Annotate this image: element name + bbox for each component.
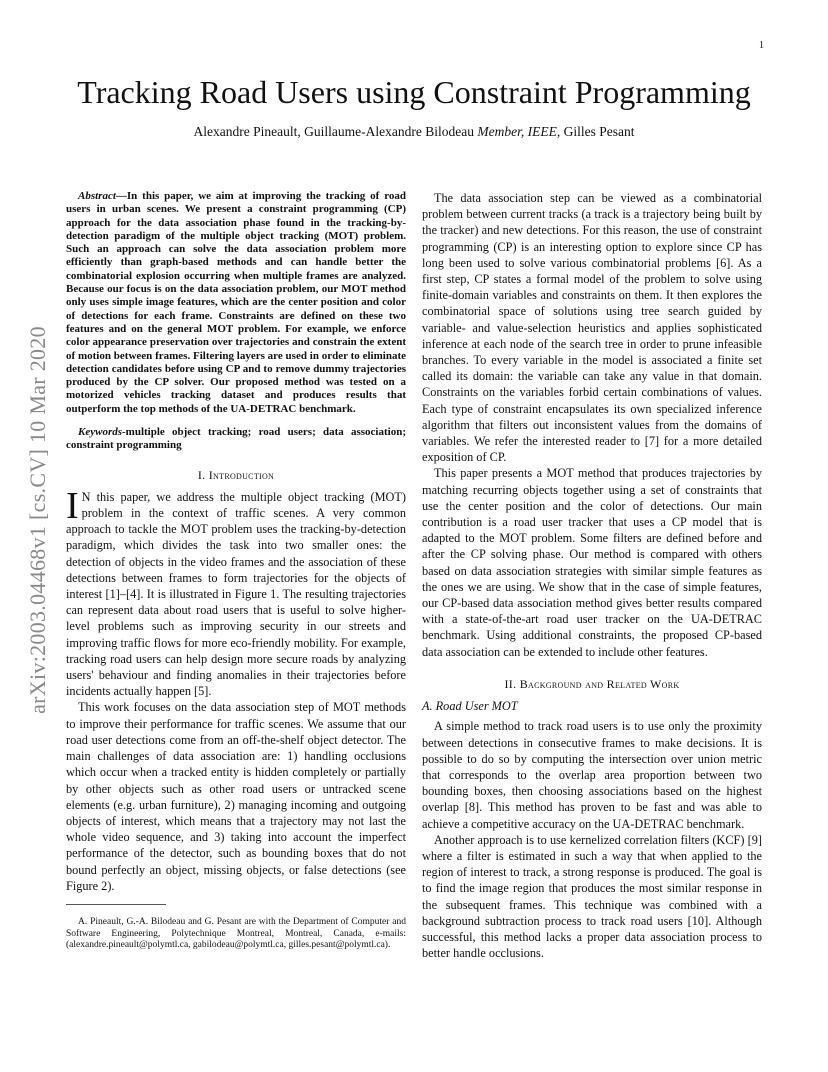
- author-membership: Member, IEEE: [477, 124, 557, 139]
- left-column: [66, 190, 406, 961]
- abstract: [66, 190, 406, 416]
- body-paragraph-4: Another approach is to use kernelized correlation filters (KCF) [9] where a filter is estimated in such a way that when applied to the region of interest to track, a strong response is produced. The goal is to find the image region that produces the most similar response in the subsequent frames. This technique was combined with a background subtraction process to track road users [10]. Although successful, this method lacks a proper data association process to better handle occlusions.: [422, 832, 762, 961]
- author-names-tail: , Gilles Pesant: [556, 124, 635, 139]
- keywords-body: -multiple object tracking; road users; data association; constraint programming: [66, 426, 406, 452]
- paper-title: Tracking Road Users using Constraint Programming: [77, 74, 751, 110]
- author-list: [0, 124, 828, 140]
- intro-paragraph-2: This work focuses on the data association step of MOT methods to improve their performance for traffic scenes. We assume that our road user detections come from an off-the-shelf object detector. The main challenges of data association are: 1) handling occlusions which occur when a tracked entity is hidden completely or partially by other objects such as other road users or untracked scene elements (e.g. urban furniture), 2) managing incoming and outgoing objects of interest, which means that a trajectory may not last the whole video sequence, and 3) taking into account the imperfect performance of the detector, such as bounding boxes that do not bound perfectly an object, missing objects, or false detections (see Figure 2).: [66, 700, 406, 893]
- abstract-body: —In this paper, we aim at improving the tracking of road users in urban scenes. We present a constraint programming (CP) approach for the data association phase found in the tracking-by-detection paradigm of the multiple object tracking (MOT) problem. Such an approach can solve the data association problem more efficiently than graph-based methods and can handle better the combinatorial explosion occurring when multiple frames are analyzed. Because our focus is on the data association problem, our MOT method only uses simple image features, which are the center position and color of detections for each frame. Constraints are defined on these two features and on the general MOT problem. For example, we enforce color appearance preservation over trajectories and constrain the extent of motion between frames. Filtering layers are used in order to eliminate detection candidates before using CP and to remove dummy trajectories produced by the CP solver. Our proposed method was tested on a motorized vehicles tracking dataset and produces results that outperform the top methods of the UA-DETRAC benchmark.: [66, 190, 406, 415]
- author-names: Alexandre Pineault, Guillaume-Alexandre Bilodeau: [193, 124, 478, 139]
- keywords-label: Keywords: [78, 426, 122, 439]
- abstract-label: Abstract: [78, 190, 116, 202]
- author-affiliation-footnote: A. Pineault, G.-A. Bilodeau and G. Pesant are with the Department of Computer and Software Engineering, Polytechnique Montreal, Montreal, Canada, e-mails: (alexandre.pineault@polymtl.ca, gabilodeau@polymtl.ca, gilles.pesant@polymtl.ca).: [66, 916, 406, 951]
- page-number: 1: [759, 40, 764, 51]
- body-paragraph-1: The data association step can be viewed as a combinatorial problem between current tracks (a track is a trajectory being built by the tracker) and new detections. For this reason, the use of constraint programming (CP) is an interesting option to explore since CP has long been used to solve various combinatorial problems [6]. As a first step, CP states a formal model of the problem to solve using finite-domain variables and constraints on them. It then explores the combinatorial space of solutions using tree search guided by variable- and value-selection heuristics and applies sophisticated inference at each node of the search tree in order to prune infeasible branches. To every variable in the model is associated a finite set called its domain: the variable can take any value in that domain. Constraints on the variables forbid certain combinations of values. Each type of constraint encapsulates its own specialized inference algorithm that filters out inconsistent values from the domains of variables. We refer the interested reader to [7] for a more detailed exposition of CP.: [422, 191, 762, 465]
- intro-paragraph-1: [66, 484, 406, 700]
- section-heading-introduction: I. Introduction: [197, 467, 275, 482]
- arxiv-identifier: arXiv:2003.04468v1 [cs.CV] 10 Mar 2020: [25, 326, 50, 714]
- drop-cap: I: [66, 484, 79, 527]
- keywords: [66, 426, 406, 453]
- intro-paragraph-1-text: N this paper, we address the multiple object tracking (MOT) problem in the context of traffic scenes. A very common approach to tackle the MOT problem uses the tracking-by-detection paradigm, which divides the task into two smaller ones: the detection of objects in the video frames and the association of these detections between frames to form trajectories for the objects of interest [1]–[4]. It is illustrated in Figure 1. The resulting trajectories can represent data about road users that is useful to solve higher-level problems such as improving security in our streets and improving traffic flows for more eco-friendly mobility. For example, tracking road users can help design more secure roads by analyzing users' behaviour and finding anomalies in their trajectories before incidents actually happen [5].: [66, 489, 406, 699]
- body-paragraph-2: This paper presents a MOT method that produces trajectories by matching recurring objects together using a set of constraints that use the center position and the color of detections. Our main contribution is a road user tracker that uses a CP model that is adapted to the MOT problem. Some filters are defined before and after the CP solving phase. Our method is compared with others based on data association strategies with similar simple features as the ones we are using. We show that in the case of simple features, our CP-based data association method gives better results compared with a state-of-the-art road user tracker on the UA-DETRAC benchmark. Using additional constraints, the proposed CP-based data association can be extended to include other features.: [422, 466, 762, 659]
- subsection-heading-road-user-mot: A. Road User MOT: [422, 699, 518, 714]
- right-column: [422, 190, 762, 961]
- section-heading-background: II. Background and Related Work: [504, 676, 680, 691]
- footnote-rule: [66, 904, 166, 905]
- body-paragraph-3: A simple method to track road users is to use only the proximity between detections in consecutive frames to make decisions. It is possible to do so by computing the intersection over union metric that corresponds to the overlap area proportion between two bounding boxes, then choosing associations based on the highest overlap [8]. This method has proven to be fast and was able to achieve a competitive accuracy on the UA-DETRAC benchmark.: [422, 719, 762, 831]
- arxiv-sidebar: [18, 280, 58, 760]
